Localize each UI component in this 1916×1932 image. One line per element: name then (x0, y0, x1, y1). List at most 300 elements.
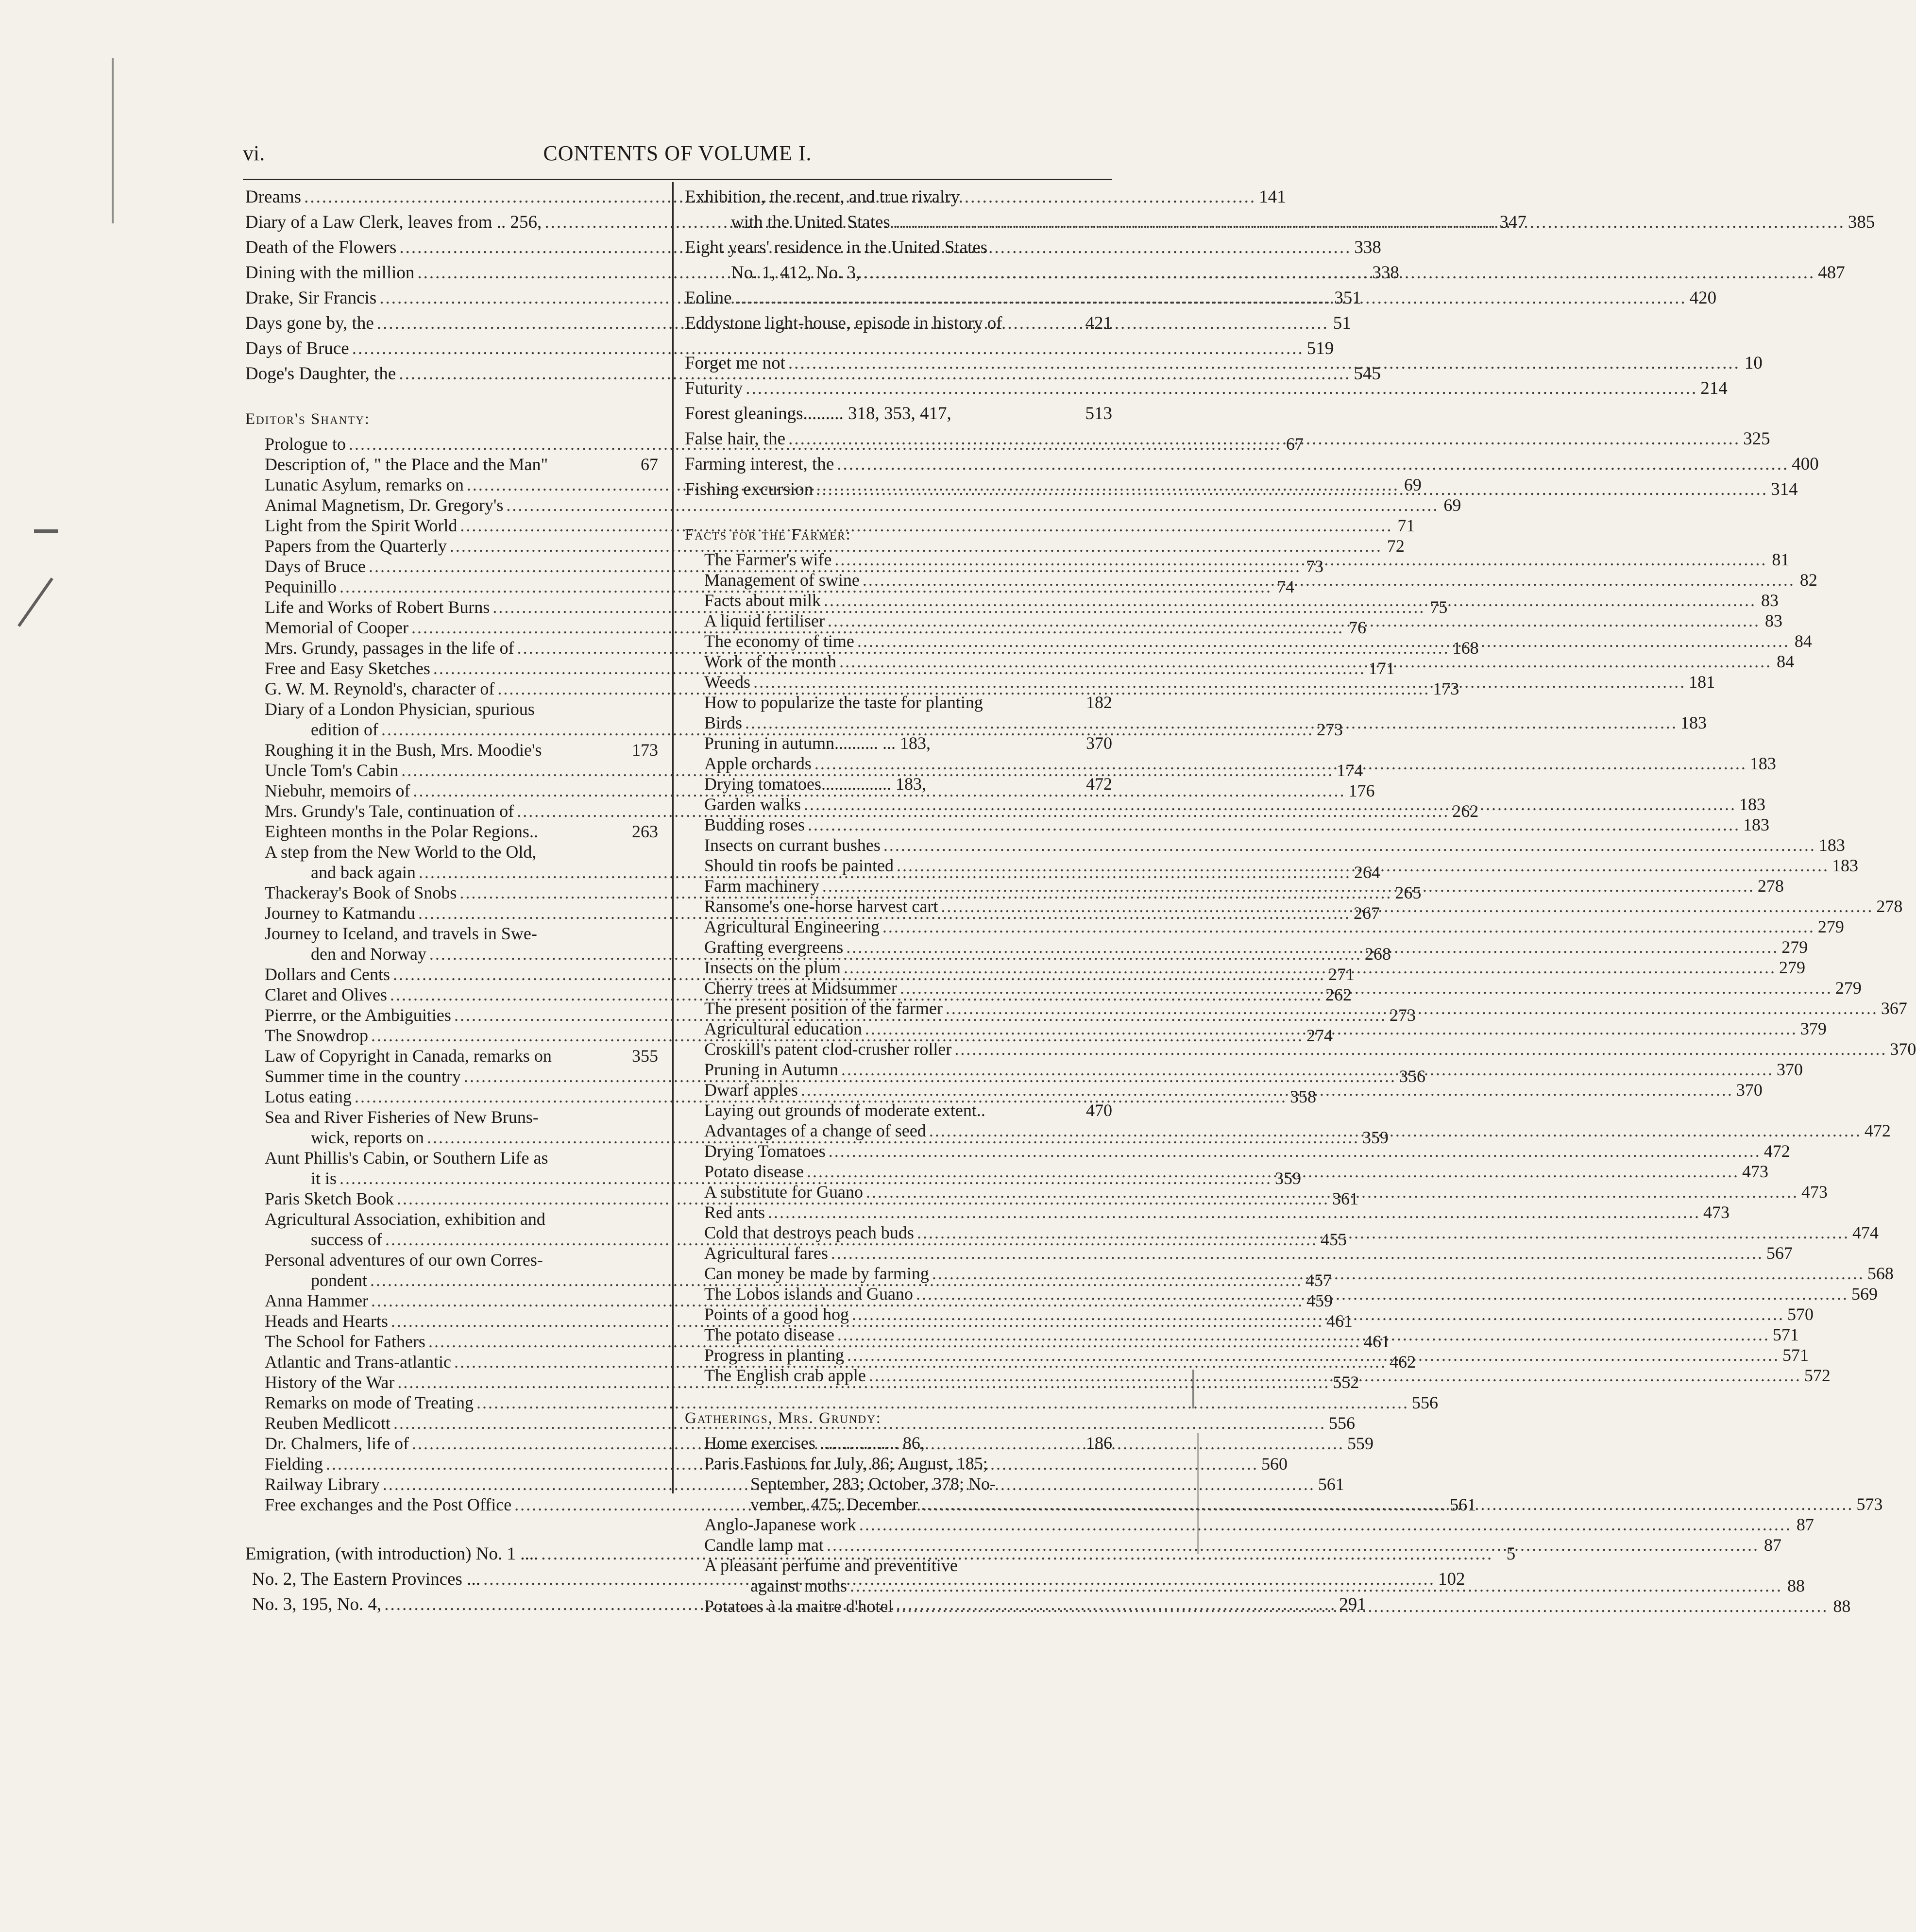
entry-title: Diary of a London Physician, spurious (265, 699, 535, 719)
page-ref: 400 (1792, 454, 1819, 474)
entry-title: Farming interest, the (685, 454, 834, 474)
page-ref: 356 (1399, 1067, 1425, 1086)
page-ref: 421 (1085, 313, 1112, 333)
toc-entry (265, 536, 1405, 556)
page-ref: 274 (1306, 1026, 1333, 1045)
entry-title: Aunt Phillis's Cabin, or Southern Life as (265, 1148, 548, 1168)
entry-title: Home exercises .................. 86, (704, 1433, 925, 1453)
page-ref: 72 (1387, 536, 1405, 556)
page-ref: 461 (1326, 1311, 1353, 1331)
header-rule (243, 179, 1112, 180)
dot-leader (804, 794, 1736, 814)
dot-leader (932, 1263, 1865, 1284)
entry-title: The School for Fathers (265, 1332, 425, 1351)
dot-leader (852, 1304, 1784, 1324)
toc-entry (685, 401, 1112, 426)
dot-leader (863, 260, 1815, 286)
toc-entry (704, 1453, 1112, 1474)
page-ref: 473 (1742, 1162, 1768, 1181)
page-ref: 267 (1353, 903, 1380, 923)
dot-leader (831, 1243, 1763, 1263)
toc-entry (704, 916, 1844, 937)
scan-speck (1197, 1433, 1199, 1554)
toc-entry (704, 1243, 1793, 1263)
entry-title: Memorial of Cooper (265, 618, 408, 637)
scan-speck (34, 529, 58, 533)
page-ref: 83 (1764, 611, 1782, 630)
dot-leader (846, 937, 1779, 957)
entry-title: pondent (311, 1271, 367, 1290)
page-ref: 370 (1086, 733, 1112, 753)
entry-title: Pruning in autumn.......... ... 183, (704, 733, 931, 753)
entry-title: Death of the Flowers (245, 237, 397, 257)
page-ref: 67 (641, 455, 658, 474)
dot-leader (824, 590, 1756, 610)
entry-title: Mrs. Grundy's Tale, continuation of (265, 801, 514, 821)
entry-title: Management of swine (704, 570, 860, 590)
entry-title: Advantages of a change of seed (704, 1121, 926, 1140)
page-ref: 556 (1328, 1413, 1355, 1433)
page-ref: 87 (1763, 1535, 1781, 1555)
entry-title: Futurity (685, 378, 743, 398)
page-ref: 569 (1851, 1284, 1878, 1304)
page-ref: 262 (1452, 801, 1479, 821)
page-ref: 379 (1800, 1019, 1827, 1038)
entry-title: Railway Library (265, 1474, 380, 1494)
entry-title: Eoline (685, 288, 732, 308)
toc-entry (685, 311, 1112, 336)
dot-leader (882, 916, 1815, 937)
entry-title: Insects on currant bushes (704, 835, 881, 855)
page-ref: 51 (1333, 313, 1351, 333)
section-heading-editors-shanty: Editor's Shanty: (245, 410, 371, 428)
page-ref: 325 (1743, 429, 1770, 449)
entry-title: Emigration, (with introduction) No. 1 .... (245, 1544, 539, 1564)
page-ref: 473 (1801, 1182, 1828, 1202)
page-ref: 174 (1337, 761, 1363, 780)
entry-title: Farm machinery (704, 876, 819, 896)
entry-title: and back again (311, 863, 416, 882)
page-ref: 10 (1744, 353, 1763, 373)
page-ref: 571 (1772, 1325, 1799, 1344)
page-ref: 314 (1771, 479, 1798, 499)
entry-title: Fishing excursion (685, 479, 814, 499)
entry-title: Agricultural fares (704, 1243, 828, 1263)
dot-leader (828, 610, 1760, 631)
dot-leader (834, 549, 1767, 570)
entry-title: Doge's Daughter, the (245, 364, 396, 384)
entry-title: No. 3, 195, No. 4, (252, 1594, 382, 1614)
page-ref: 472 (1086, 774, 1112, 794)
entry-title: Exhibition, the recent, and true rivalry (685, 187, 960, 207)
entry-title: Diary of a Law Clerk, leaves from .. 256, (245, 212, 542, 232)
entry-title: Progress in planting (704, 1345, 844, 1365)
entry-title: Roughing it in the Bush, Mrs. Moodie's (265, 740, 542, 760)
page-ref: 182 (1086, 693, 1112, 712)
page-ref: 84 (1794, 631, 1812, 651)
page-ref: 519 (1306, 339, 1334, 358)
toc-entry (704, 1039, 1916, 1059)
toc-entry (704, 1514, 1814, 1535)
page-ref: 273 (1389, 1005, 1416, 1025)
dot-leader (745, 712, 1678, 733)
dot-leader (900, 978, 1832, 998)
dot-leader (839, 651, 1772, 672)
entry-title: Work of the month (704, 652, 837, 671)
page-ref: 279 (1817, 917, 1844, 936)
dot-leader (916, 1284, 1848, 1304)
dot-leader (893, 210, 1845, 235)
toc-entry (265, 1148, 658, 1168)
dot-leader (859, 1514, 1792, 1535)
entry-title: Fielding (265, 1454, 323, 1474)
entry-title: Sea and River Fisheries of New Bruns- (265, 1107, 539, 1127)
entry-title: Grafting evergreens (704, 937, 844, 957)
entry-title: Pierrre, or the Ambiguities (265, 1005, 451, 1025)
entry-title: Red ants (704, 1203, 765, 1222)
page-ref: 186 (1086, 1433, 1112, 1453)
entry-title: edition of (311, 720, 378, 739)
page-ref: 556 (1411, 1393, 1438, 1412)
dot-leader (917, 1222, 1849, 1243)
entry-title: Dining with the million (245, 263, 415, 283)
entry-title: Can money be made by farming (704, 1264, 929, 1283)
page-ref: 472 (1864, 1121, 1891, 1140)
page-ref: 75 (1430, 597, 1448, 617)
page-ref: 183 (1749, 754, 1776, 773)
entry-title: A step from the New World to the Old, (265, 842, 537, 862)
page-ref: 457 (1305, 1271, 1332, 1290)
dot-leader (941, 896, 1873, 916)
entry-title: Personal adventures of our own Corres- (265, 1250, 543, 1270)
dot-leader (866, 1182, 1798, 1202)
dot-leader (746, 376, 1697, 401)
page-ref: 268 (1364, 944, 1391, 964)
page-ref: 183 (1739, 795, 1765, 814)
entry-title: Cold that destroys peach buds (704, 1223, 914, 1242)
dot-leader (788, 351, 1740, 376)
toc-entry (685, 235, 1112, 260)
entry-title: Ransome's one-horse harvest cart (704, 897, 938, 916)
entry-title: Apple orchards (704, 754, 812, 773)
dot-leader (801, 1080, 1733, 1100)
entry-title: den and Norway (311, 944, 426, 964)
page-ref: 513 (1085, 404, 1112, 424)
toc-entry (704, 774, 1112, 794)
dot-leader (808, 814, 1740, 835)
toc-entry (685, 376, 1728, 401)
entry-title: Dr. Chalmers, life of (265, 1434, 409, 1453)
entry-title: Mrs. Grundy, passages in the life of (265, 638, 514, 658)
entry-title: it is (311, 1169, 337, 1188)
page-ref: 183 (1831, 856, 1858, 875)
entry-title: Light from the Spirit World (265, 516, 458, 535)
entry-title: G. W. M. Reynold's, character of (265, 679, 495, 698)
page-ref: 88 (1787, 1576, 1805, 1595)
page-ref: 83 (1761, 591, 1779, 610)
toc-entry (265, 454, 658, 475)
page-ref: 74 (1277, 577, 1295, 596)
page-ref: 455 (1320, 1230, 1347, 1249)
dot-leader (768, 1202, 1700, 1222)
toc-entry (265, 923, 658, 944)
entry-title: Drake, Sir Francis (245, 288, 377, 308)
dot-leader (788, 426, 1740, 452)
entry-title: Days of Bruce (265, 557, 366, 576)
entry-title: Budding roses (704, 815, 805, 834)
toc-entry (704, 835, 1845, 855)
scan-speck (112, 58, 114, 223)
dot-leader (837, 1324, 1770, 1345)
toc-entry (704, 1474, 1112, 1494)
page-ref: 183 (1743, 815, 1769, 834)
entry-title: Eighteen months in the Polar Regions.. (265, 822, 538, 841)
entry-title: How to popularize the taste for planting (704, 693, 983, 712)
entry-title: Summer time in the country (265, 1067, 461, 1086)
entry-title: No. 1, 412, No. 3, (731, 263, 861, 283)
page-ref: 570 (1787, 1305, 1814, 1324)
entry-title: Pequinillo (265, 577, 337, 596)
page-ref: 359 (1362, 1128, 1389, 1147)
scan-speck (1192, 1370, 1194, 1408)
toc-entry (265, 1046, 658, 1066)
entry-title: The Snowdrop (265, 1026, 368, 1045)
page-ref: 338 (1354, 237, 1381, 257)
page-ref: 338 (1372, 263, 1399, 283)
page-ref: 367 (1881, 999, 1907, 1018)
page-ref: 183 (1680, 713, 1707, 732)
page-ref: 552 (1333, 1373, 1359, 1392)
running-header (243, 141, 1112, 170)
entry-title: Anna Hammer (265, 1291, 368, 1310)
entry-title: Thackeray's Book of Snobs (265, 883, 457, 902)
dot-leader (735, 286, 1687, 311)
entry-title: Forest gleanings......... 318, 353, 417, (685, 404, 951, 424)
dot-leader (822, 876, 1755, 896)
dot-leader (896, 1596, 1828, 1616)
entry-title: with the United States (731, 212, 890, 232)
toc-entry (704, 1555, 1112, 1576)
page-ref: 273 (1316, 720, 1343, 739)
entry-title: Law of Copyright in Canada, remarks on (265, 1046, 552, 1066)
page-ref: 561 (1450, 1495, 1476, 1514)
entry-title: Reuben Medlicott (265, 1413, 390, 1433)
entry-title: No. 2, The Eastern Provinces ... (252, 1569, 480, 1589)
entry-title: Lotus eating (265, 1087, 352, 1106)
entry-title: Paris Sketch Book (265, 1189, 394, 1208)
entry-title: Facts about milk (704, 591, 821, 610)
entry-title: Days gone by, the (245, 313, 374, 333)
page-ref: 347 (1499, 212, 1526, 232)
page-ref: 567 (1766, 1243, 1793, 1263)
page-ref: 263 (632, 822, 658, 841)
entry-title: Candle lamp mat (704, 1535, 824, 1555)
page-ref: 560 (1261, 1454, 1288, 1474)
page-ref: 262 (1325, 985, 1352, 1004)
dot-leader (946, 998, 1878, 1018)
page-ref: 568 (1867, 1264, 1894, 1283)
page-ref: 173 (632, 740, 658, 760)
entry-title: Dreams (245, 187, 302, 207)
page-ref: 81 (1772, 550, 1790, 569)
entry-title: Journey to Iceland, and travels in Swe- (265, 924, 537, 943)
page-ref: 271 (1328, 965, 1355, 984)
page-ref: 474 (1852, 1223, 1879, 1242)
dot-leader (807, 1161, 1739, 1182)
entry-title: History of the War (265, 1373, 395, 1392)
entry-title: Agricultural Association, exhibition and (265, 1209, 545, 1229)
entry-title: against moths (750, 1576, 847, 1595)
entry-title: Papers from the Quarterly (265, 536, 447, 556)
page-ref: 487 (1818, 263, 1845, 283)
entry-title: Description of, " the Place and the Man" (265, 455, 548, 474)
page-ref: 278 (1757, 876, 1784, 896)
page-ref: 370 (1777, 1060, 1803, 1079)
entry-title: Claret and Olives (265, 985, 387, 1004)
page-ref: 71 (1397, 516, 1415, 535)
dot-leader (863, 570, 1795, 590)
page-ref: 559 (1347, 1434, 1373, 1453)
toc-entry (685, 452, 1819, 477)
page-ref: 183 (1818, 835, 1845, 855)
entry-title: September, 283; October, 378; No- (750, 1474, 996, 1493)
page-ref: 264 (1354, 863, 1380, 882)
entry-title: Journey to Katmandu (265, 903, 415, 923)
dot-leader (897, 855, 1829, 876)
page-ref: 176 (1348, 781, 1375, 800)
page-ref: 69 (1443, 495, 1461, 515)
toc-entry (704, 733, 1112, 753)
dot-leader (869, 1365, 1801, 1386)
page-ref: 459 (1306, 1291, 1333, 1310)
toc-entry (704, 1141, 1790, 1161)
entry-title: Weeds (704, 672, 751, 692)
entry-title: Free and Easy Sketches (265, 659, 430, 678)
page-ref: 82 (1799, 570, 1817, 590)
dot-leader (827, 1535, 1759, 1555)
page-ref: 461 (1363, 1332, 1390, 1351)
entry-title: Birds (704, 713, 743, 732)
page-number: vi. (243, 141, 265, 165)
entry-title: Free exchanges and the Post Office (265, 1495, 512, 1514)
entry-title: Days of Bruce (245, 339, 349, 358)
page-ref: 291 (1339, 1594, 1366, 1614)
toc-entry (265, 740, 658, 760)
section-heading-gatherings: Gatherings, Mrs. Grundy: (685, 1409, 882, 1427)
entry-title: Animal Magnetism, Dr. Gregory's (265, 495, 504, 515)
entry-title: Lunatic Asylum, remarks on (265, 475, 464, 494)
toc-entry (704, 814, 1769, 835)
page-ref: 141 (1259, 187, 1286, 207)
toc-entry (704, 1100, 1112, 1120)
toc-entry (265, 842, 658, 862)
entry-title: The potato disease (704, 1325, 834, 1344)
page-ref: 67 (1286, 434, 1304, 454)
entry-title: Drying Tomatoes (704, 1141, 826, 1161)
page-ref: 5 (1506, 1544, 1516, 1564)
entry-title: wick, reports on (311, 1128, 424, 1147)
page-ref: 361 (1332, 1189, 1358, 1208)
entry-title: False hair, the (685, 429, 786, 449)
entry-title: The economy of time (704, 631, 854, 651)
dot-leader (814, 753, 1747, 774)
dot-leader (816, 477, 1768, 502)
page-ref: 385 (1848, 212, 1875, 232)
page-ref: 470 (1086, 1101, 1112, 1120)
toc-entry (265, 1107, 658, 1127)
page-ref: 265 (1395, 883, 1422, 902)
entry-title: Prologue to (265, 434, 346, 454)
entry-title: Forget me not (685, 353, 785, 373)
page-ref: 462 (1389, 1352, 1416, 1372)
toc-entry (265, 1250, 658, 1270)
page-ref: 572 (1804, 1366, 1831, 1385)
page-ref: 102 (1438, 1569, 1465, 1589)
toc-entry (685, 185, 1112, 210)
dot-leader (829, 1141, 1761, 1161)
page-ref: 279 (1779, 958, 1805, 977)
toc-entry (265, 821, 658, 842)
dot-leader (865, 1018, 1797, 1039)
entry-title: Eight years' residence in the United States (685, 237, 988, 257)
entry-title: Dollars and Cents (265, 965, 390, 984)
entry-title: Drying tomatoes................ 183, (704, 774, 926, 794)
page-ref: 279 (1781, 937, 1808, 957)
toc-entry (265, 699, 658, 719)
page-ref: 358 (1289, 1087, 1316, 1106)
page-ref: 279 (1835, 978, 1862, 998)
page-ref: 561 (1318, 1474, 1344, 1494)
dot-leader (837, 452, 1789, 477)
page-ref: 88 (1833, 1596, 1851, 1616)
entry-title: Garden walks (704, 795, 801, 814)
page-ref: 370 (1736, 1080, 1763, 1100)
page-ref: 87 (1796, 1515, 1814, 1534)
dot-leader (929, 1120, 1862, 1141)
entry-title: The present position of the farmer (704, 999, 943, 1018)
entry-title: vember, 475; December (750, 1494, 918, 1514)
page-ref: 76 (1348, 618, 1366, 637)
page-ref: 168 (1452, 638, 1479, 658)
toc-entry (704, 692, 1112, 712)
entry-title: Heads and Hearts (265, 1311, 388, 1331)
entry-title: Uncle Tom's Cabin (265, 761, 399, 780)
entry-title: The English crab apple (704, 1366, 866, 1385)
dot-leader (857, 631, 1790, 651)
dot-leader (841, 1059, 1774, 1080)
entry-title: Potato disease (704, 1162, 804, 1181)
entry-title: Agricultural education (704, 1019, 862, 1038)
toc-entry (245, 336, 1334, 361)
page-ref: 73 (1306, 557, 1323, 576)
dot-leader (850, 1576, 1782, 1596)
entry-title: Life and Works of Robert Burns (265, 597, 490, 617)
page-ref: 472 (1763, 1141, 1790, 1161)
dot-leader (844, 957, 1776, 978)
section-heading-facts-for-farmer: Facts for the Farmer: (685, 526, 851, 543)
page-ref: 359 (1275, 1169, 1302, 1188)
toc-entry (704, 1202, 1729, 1222)
page-ref: 420 (1689, 288, 1717, 308)
dot-leader (883, 835, 1816, 855)
page-ref: 545 (1354, 364, 1381, 384)
dot-leader (847, 1345, 1780, 1365)
toc-entry (704, 1433, 1112, 1453)
dot-leader (921, 1494, 1853, 1514)
entry-title: Potatoes à la maitre d'hotel (704, 1596, 893, 1616)
entry-title: Eddystone light-house, episode in history of (685, 313, 1002, 333)
page-ref: 351 (1334, 288, 1361, 308)
